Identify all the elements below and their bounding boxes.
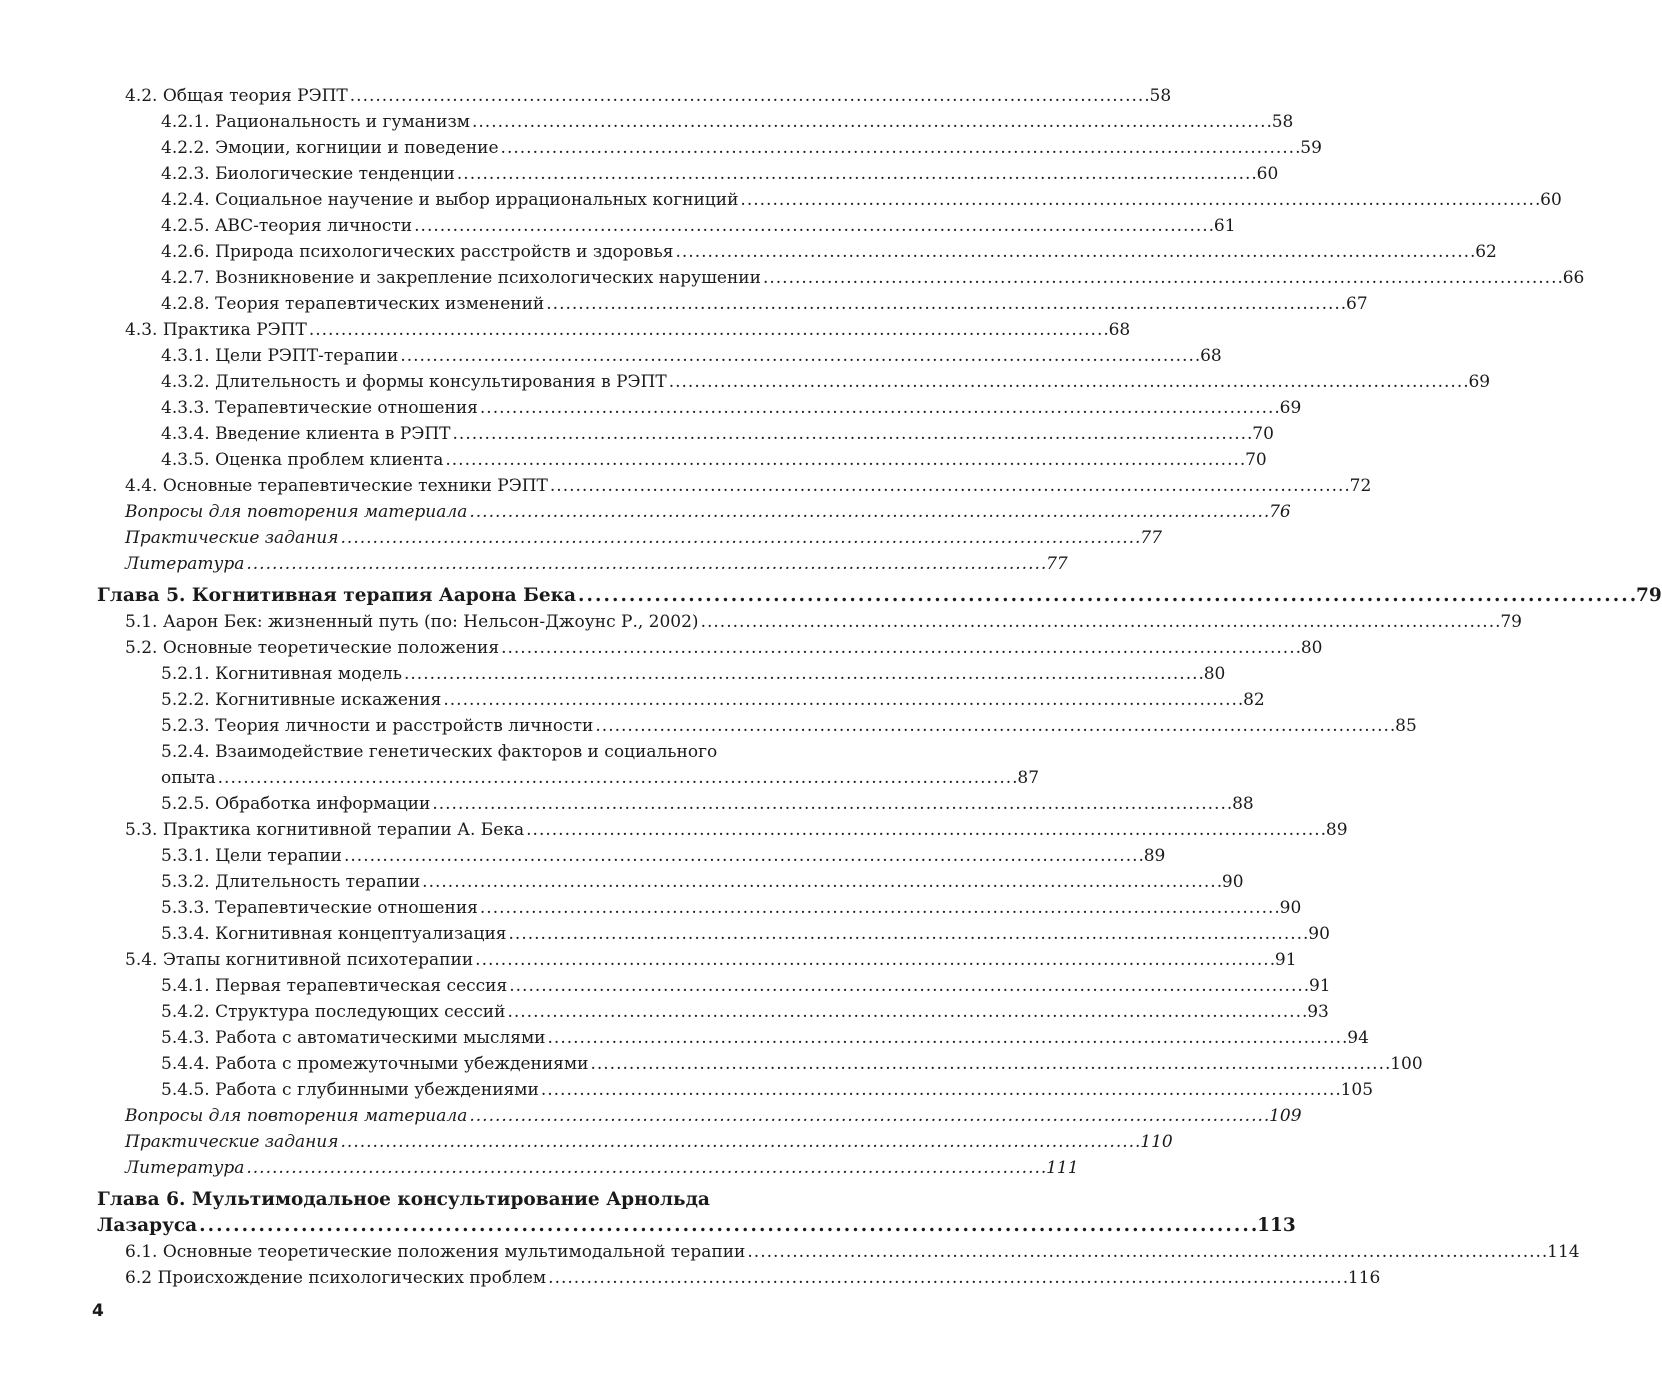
- dot-leader: [740, 187, 1538, 213]
- dot-leader: [457, 161, 1255, 187]
- toc-entry-label: Практические задания: [125, 1132, 339, 1152]
- dot-leader: [341, 525, 1139, 551]
- toc-entry-label: 6.1. Основные теоретические положения мультимодальной терапии: [125, 1242, 746, 1262]
- toc-entry: [97, 1103, 1302, 1129]
- toc-entry-page: 59: [1300, 138, 1322, 158]
- toc-entry-label: 4.3.1. Цели РЭПТ-терапии: [161, 346, 399, 366]
- toc-entry-label: 4.4. Основные терапевтические техники РЭПТ: [125, 476, 548, 496]
- toc-entry-label: 5.3.4. Когнитивная концептуализация: [161, 924, 507, 944]
- dot-leader: [445, 447, 1243, 473]
- toc-chapter: [97, 583, 1662, 609]
- dot-leader: [763, 265, 1561, 291]
- toc-entry-label: Вопросы для повторения материала: [125, 502, 468, 522]
- toc-entry-page: 61: [1213, 216, 1236, 236]
- toc-entry: [97, 499, 1291, 525]
- dot-leader: [309, 317, 1107, 343]
- toc-entry: [97, 395, 1302, 421]
- toc-entry: [97, 187, 1562, 213]
- toc-entry: [97, 713, 1417, 739]
- dot-leader: [501, 135, 1299, 161]
- toc-entry-label: Вопросы для повторения материала: [125, 1106, 468, 1126]
- dot-leader: [590, 1051, 1388, 1077]
- toc-entry-label: 4.2. Общая теория РЭПТ: [125, 86, 348, 106]
- toc-entry-label: 4.2.6. Природа психологических расстройств и здоровья: [161, 242, 674, 262]
- toc-entry-label: 5.3.2. Длительность терапии: [161, 872, 421, 892]
- toc-entry-label: 5.2.1. Когнитивная модель: [161, 664, 402, 684]
- toc-entry-page: 113: [1257, 1215, 1296, 1236]
- toc-entry: [97, 1051, 1423, 1077]
- toc-entry: [97, 421, 1274, 447]
- toc-entry-label: 4.2.5. ABC-теория личности: [161, 216, 413, 236]
- toc-entry-label: Практические задания: [125, 528, 339, 548]
- toc-entry: [97, 895, 1302, 921]
- toc-entry: [97, 1077, 1374, 1103]
- dot-leader: [578, 583, 1634, 609]
- dot-leader: [480, 395, 1278, 421]
- dot-leader: [669, 369, 1467, 395]
- dot-leader: [675, 239, 1473, 265]
- toc-entry-page: 68: [1200, 346, 1222, 366]
- toc-entry: [97, 1155, 1079, 1181]
- dot-leader: [472, 109, 1270, 135]
- dot-leader: [341, 1129, 1139, 1155]
- dot-leader: [199, 1213, 1255, 1239]
- toc-entry-page: 68: [1108, 320, 1131, 340]
- toc-entry-page: 67: [1346, 294, 1368, 314]
- toc-entry: [97, 843, 1166, 869]
- toc-entry: [97, 109, 1294, 135]
- toc-entry-label: 5.2.4. Взаимодействие генетических факторов и социального: [161, 742, 718, 762]
- toc-entry-page: 69: [1279, 398, 1302, 418]
- toc-entry-label: 5.4.5. Работа с глубинными убеждениями: [161, 1080, 539, 1100]
- toc-entry: [97, 1025, 1369, 1051]
- toc-entry-page: 93: [1307, 1002, 1329, 1022]
- toc-entry-page: 91: [1308, 976, 1331, 996]
- toc-entry-page: 60: [1256, 164, 1279, 184]
- dot-leader: [526, 817, 1324, 843]
- toc-entry-label: 4.2.4. Социальное научение и выбор иррациональных когниций: [161, 190, 739, 210]
- toc-entry-page: 70: [1252, 424, 1274, 444]
- toc-entry-label: 5.2.5. Обработка информации: [161, 794, 431, 814]
- toc-entry: [97, 817, 1348, 843]
- dot-leader: [548, 1025, 1346, 1051]
- toc-entry-continuation: [161, 765, 1040, 791]
- toc-entry-page: 90: [1308, 924, 1330, 944]
- toc-entry-page: 85: [1395, 716, 1417, 736]
- toc-entry-label: 4.3.4. Введение клиента в РЭПТ: [161, 424, 451, 444]
- toc-entry-label: 5.4. Этапы когнитивной психотерапии: [125, 950, 474, 970]
- toc-entry-label: Литература: [125, 1158, 245, 1178]
- dot-leader: [546, 291, 1344, 317]
- dot-leader: [350, 83, 1148, 109]
- toc-entry: [97, 973, 1331, 999]
- toc-entry-label: 5.4.1. Первая терапевтическая сессия: [161, 976, 508, 996]
- toc-entry-label: Глава 6. Мультимодальное консультирование Арнольда: [97, 1189, 710, 1210]
- toc-entry-page: 58: [1149, 86, 1172, 106]
- toc-entry-label: 5.3.1. Цели терапии: [161, 846, 342, 866]
- toc-entry-page: 69: [1468, 372, 1491, 392]
- toc-entry-page: 111: [1046, 1158, 1079, 1178]
- dot-leader: [422, 869, 1220, 895]
- dot-leader: [548, 1265, 1346, 1291]
- dot-leader: [595, 713, 1393, 739]
- toc-entry: [97, 635, 1323, 661]
- dot-leader: [509, 973, 1307, 999]
- toc-entry: [97, 551, 1068, 577]
- dot-leader: [432, 791, 1230, 817]
- toc-entry-page: 80: [1300, 638, 1323, 658]
- dot-leader: [701, 609, 1499, 635]
- toc-entry-continuation: [97, 1213, 1296, 1239]
- dot-leader: [747, 1239, 1545, 1265]
- toc-entry: [97, 343, 1222, 369]
- toc-entry-label: 4.3.5. Оценка проблем клиента: [161, 450, 444, 470]
- dot-leader: [469, 499, 1267, 525]
- toc-entry-page: 77: [1140, 528, 1162, 548]
- toc-entry-page: 80: [1203, 664, 1226, 684]
- toc-entry: [97, 1129, 1173, 1155]
- toc-entry: [97, 739, 1040, 791]
- toc-entry-page: 62: [1475, 242, 1497, 262]
- toc-entry-label: 5.4.2. Структура последующих сессий: [161, 1002, 506, 1022]
- toc-entry: [97, 661, 1226, 687]
- toc-entry-page: 100: [1390, 1054, 1423, 1074]
- toc-entry: [97, 83, 1172, 109]
- toc-entry-page: 60: [1540, 190, 1562, 210]
- dot-leader: [246, 1155, 1044, 1181]
- toc-entry-label: 4.3.2. Длительность и формы консультирования в РЭПТ: [161, 372, 667, 392]
- toc-entry-page: 77: [1046, 554, 1068, 574]
- toc-entry-label: 5.2. Основные теоретические положения: [125, 638, 500, 658]
- toc-entry-label: 4.3.3. Терапевтические отношения: [161, 398, 478, 418]
- toc-entry-page: 82: [1243, 690, 1265, 710]
- dot-leader: [469, 1103, 1267, 1129]
- toc-entry: [97, 921, 1330, 947]
- toc-chapter: [97, 1187, 1296, 1239]
- toc-entry: [97, 291, 1368, 317]
- toc-entry: [97, 239, 1497, 265]
- toc-entry-page: 79: [1500, 612, 1522, 632]
- toc-entry-label: 4.2.2. Эмоции, когниции и поведение: [161, 138, 499, 158]
- toc-entry-page: 90: [1221, 872, 1244, 892]
- table-of-contents: [97, 83, 1662, 1291]
- toc-entry-label: Лазаруса: [97, 1215, 198, 1236]
- toc-entry: [97, 213, 1236, 239]
- toc-entry-page: 90: [1279, 898, 1302, 918]
- toc-entry: [97, 161, 1279, 187]
- toc-entry-page: 116: [1347, 1268, 1381, 1288]
- toc-entry-page: 76: [1269, 502, 1291, 522]
- toc-entry-label: Литература: [125, 554, 245, 574]
- toc-entry-label: опыта: [161, 768, 216, 788]
- toc-entry-page: 70: [1245, 450, 1267, 470]
- toc-entry: [97, 447, 1267, 473]
- toc-entry-page: 89: [1143, 846, 1166, 866]
- dot-leader: [550, 473, 1348, 499]
- dot-leader: [475, 947, 1273, 973]
- toc-entry-label: 4.3. Практика РЭПТ: [125, 320, 307, 340]
- toc-entry: [97, 687, 1265, 713]
- toc-entry-label: 5.2.2. Когнитивные искажения: [161, 690, 442, 710]
- dot-leader: [509, 921, 1307, 947]
- dot-leader: [344, 843, 1142, 869]
- toc-entry: [97, 869, 1244, 895]
- dot-leader: [400, 343, 1198, 369]
- dot-leader: [218, 765, 1016, 791]
- toc-entry: [97, 791, 1254, 817]
- toc-entry-label: 4.2.8. Теория терапевтических изменений: [161, 294, 545, 314]
- toc-entry: [97, 947, 1297, 973]
- dot-leader: [541, 1077, 1339, 1103]
- toc-entry-page: 114: [1547, 1242, 1580, 1262]
- toc-entry-page: 87: [1017, 768, 1040, 788]
- dot-leader: [480, 895, 1278, 921]
- toc-entry: [97, 317, 1131, 343]
- toc-entry-label: 4.2.3. Биологические тенденции: [161, 164, 455, 184]
- toc-entry: [97, 265, 1585, 291]
- toc-entry-page: 66: [1562, 268, 1585, 288]
- dot-leader: [443, 687, 1241, 713]
- dot-leader: [453, 421, 1251, 447]
- toc-entry-page: 88: [1232, 794, 1254, 814]
- toc-entry: [97, 999, 1329, 1025]
- dot-leader: [404, 661, 1202, 687]
- toc-entry: [97, 369, 1491, 395]
- toc-entry: [97, 135, 1322, 161]
- dot-leader: [414, 213, 1212, 239]
- dot-leader: [501, 635, 1299, 661]
- dot-leader: [507, 999, 1305, 1025]
- toc-entry-page: 109: [1269, 1106, 1302, 1126]
- toc-entry-label: 4.2.7. Возникновение и закрепление психологических нарушении: [161, 268, 761, 288]
- toc-entry-label: 6.2 Происхождение психологических проблем: [125, 1268, 547, 1288]
- toc-entry: [97, 1265, 1381, 1291]
- toc-entry-label: 4.2.1. Рациональность и гуманизм: [161, 112, 470, 132]
- toc-entry-label: 5.3. Практика когнитивной терапии А. Бека: [125, 820, 525, 840]
- toc-entry-page: 79: [1635, 585, 1662, 606]
- toc-entry-page: 72: [1349, 476, 1372, 496]
- toc-entry-page: 58: [1271, 112, 1294, 132]
- toc-entry: [97, 525, 1162, 551]
- toc-entry-page: 94: [1347, 1028, 1369, 1048]
- toc-entry: [97, 1239, 1580, 1265]
- toc-entry-label: 5.3.3. Терапевтические отношения: [161, 898, 478, 918]
- page-number: 4: [92, 1301, 104, 1321]
- toc-entry-page: 89: [1325, 820, 1348, 840]
- toc-entry: [97, 473, 1372, 499]
- toc-entry-label: 5.4.4. Работа с промежуточными убеждениями: [161, 1054, 589, 1074]
- toc-entry-label: 5.1. Аарон Бек: жизненный путь (по: Нельсон-Джоунс Р., 2002): [125, 612, 699, 632]
- toc-entry-page: 105: [1340, 1080, 1374, 1100]
- toc-entry-page: 91: [1274, 950, 1297, 970]
- toc-entry-page: 110: [1140, 1132, 1173, 1152]
- toc-entry-label: Глава 5. Когнитивная терапия Аарона Бека: [97, 585, 577, 606]
- toc-entry-label: 5.4.3. Работа с автоматическими мыслями: [161, 1028, 546, 1048]
- dot-leader: [246, 551, 1044, 577]
- toc-entry: [97, 609, 1522, 635]
- toc-entry-label: 5.2.3. Теория личности и расстройств личности: [161, 716, 594, 736]
